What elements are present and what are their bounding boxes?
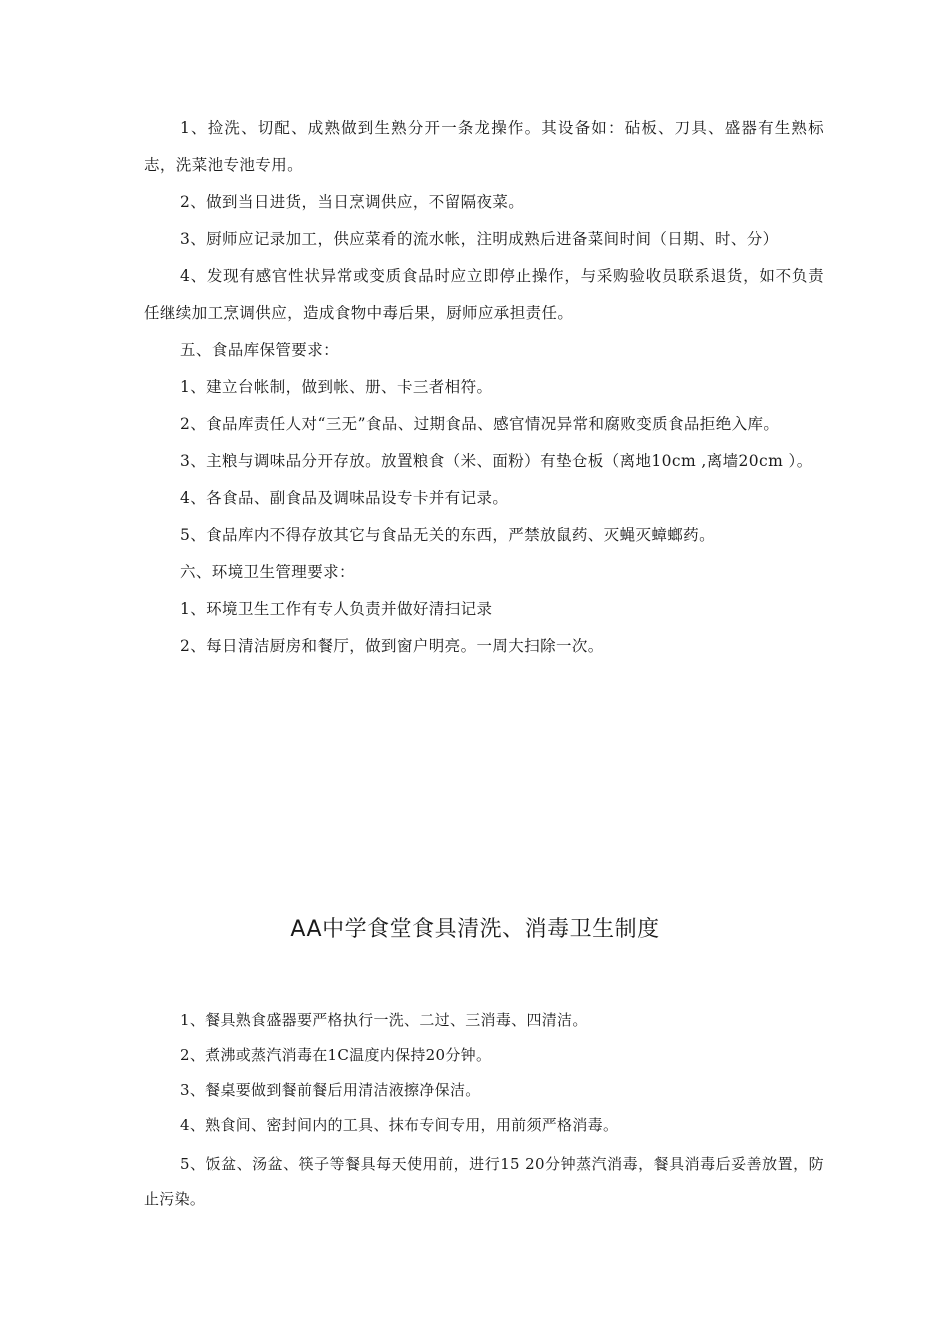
- paragraph: 2、每日清洁厨房和餐厅，做到窗户明亮。一周大扫除一次。: [180, 637, 604, 655]
- paragraph: 4、各食品、副食品及调味品设专卡并有记录。: [180, 489, 509, 507]
- disinfection-rules-section: [144, 1003, 824, 1217]
- paragraph: 1、建立台帐制，做到帐、册、卡三者相符。: [180, 378, 493, 396]
- paragraph: 3、餐桌要做到餐前餐后用清洁液擦净保洁。: [180, 1081, 481, 1099]
- paragraph: 1、餐具熟食盛器要严格执行一洗、二过、三消毒、四清洁。: [180, 1011, 588, 1029]
- paragraph: 1、环境卫生工作有专人负责并做好清扫记录: [180, 600, 493, 618]
- paragraph: 5、饭盆、汤盆、筷子等餐具每天使用前，进行15 20分钟蒸汽消毒，餐具消毒后妥善放置，防止污染。: [144, 1155, 824, 1208]
- paragraph: 3、厨师应记录加工，供应菜肴的流水帐，注明成熟后进备菜间时间（日期、时、分）: [180, 230, 779, 248]
- paragraph: 4、熟食间、密封间内的工具、抹布专间专用，用前须严格消毒。: [180, 1116, 619, 1134]
- document-title: AA中学食堂食具清洗、消毒卫生制度: [290, 917, 660, 942]
- paragraph: 3、主粮与调味品分开存放。放置粮食（米、面粉）有垫仓板（离地10cm ,离墙20cm ）。: [180, 452, 813, 470]
- paragraph: 5、食品库内不得存放其它与食品无关的东西，严禁放鼠药、灭蝇灭蟑螂药。: [180, 526, 715, 544]
- paragraph: 2、做到当日进货，当日烹调供应，不留隔夜菜。: [180, 193, 525, 211]
- paragraph: 2、煮沸或蒸汽消毒在1C温度内保持20分钟。: [180, 1046, 492, 1064]
- paragraph: 4、发现有感官性状异常或变质食品时应立即停止操作，与采购验收员联系退货，如不负责任继续加工烹调供应，造成食物中毒后果，厨师应承担责任。: [144, 267, 824, 322]
- paragraph: 1、捡洗、切配、成熟做到生熟分开一条龙操作。其设备如：砧板、刀具、盛器有生熟标志，洗菜池专池专用。: [144, 119, 824, 174]
- section-heading: 六、环境卫生管理要求：: [180, 563, 355, 581]
- paragraph: 2、食品库责任人对“三无”食品、过期食品、感官情况异常和腐败变质食品拒绝入库。: [180, 415, 780, 433]
- section-heading: 五、食品库保管要求：: [180, 341, 340, 359]
- kitchen-rules-section: [144, 110, 824, 665]
